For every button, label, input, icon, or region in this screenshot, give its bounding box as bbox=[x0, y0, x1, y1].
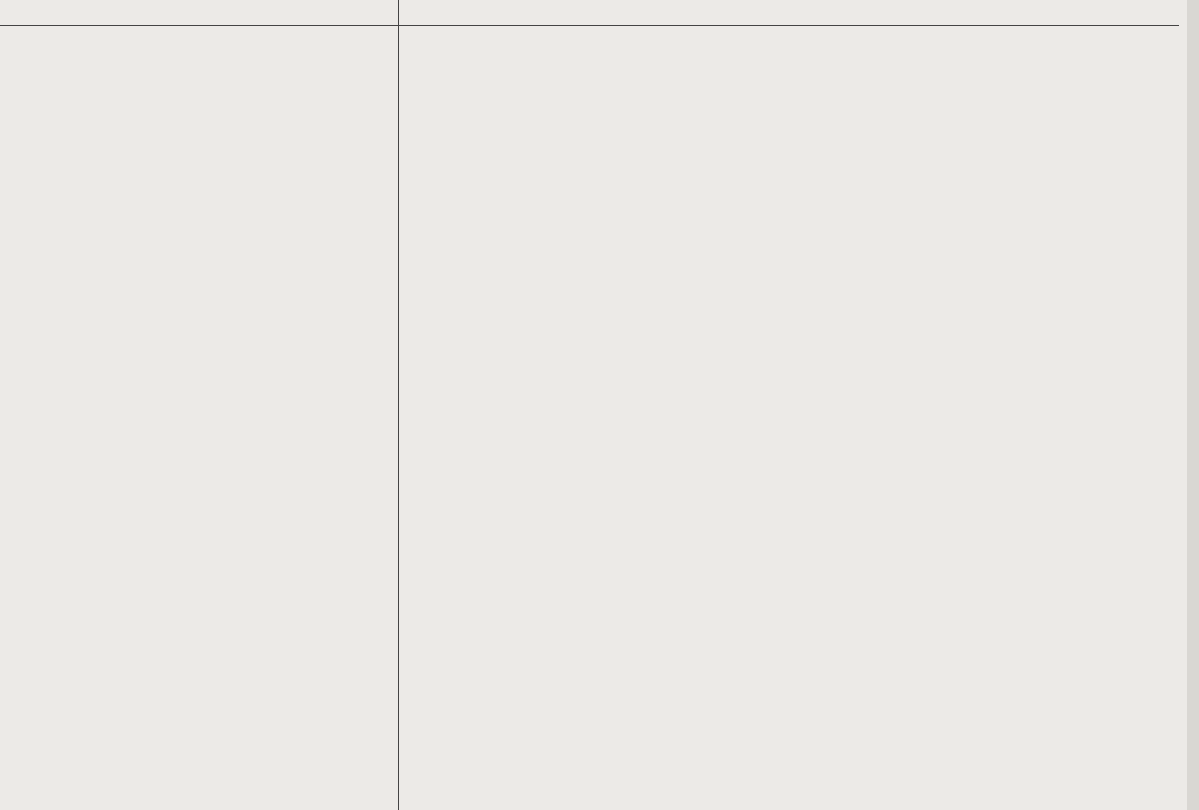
left-column-header bbox=[0, 0, 398, 26]
scan-edge bbox=[1187, 0, 1199, 810]
right-column bbox=[399, 0, 1179, 810]
left-column bbox=[0, 0, 399, 810]
description-body bbox=[399, 26, 1151, 62]
right-column-header bbox=[399, 0, 1179, 26]
